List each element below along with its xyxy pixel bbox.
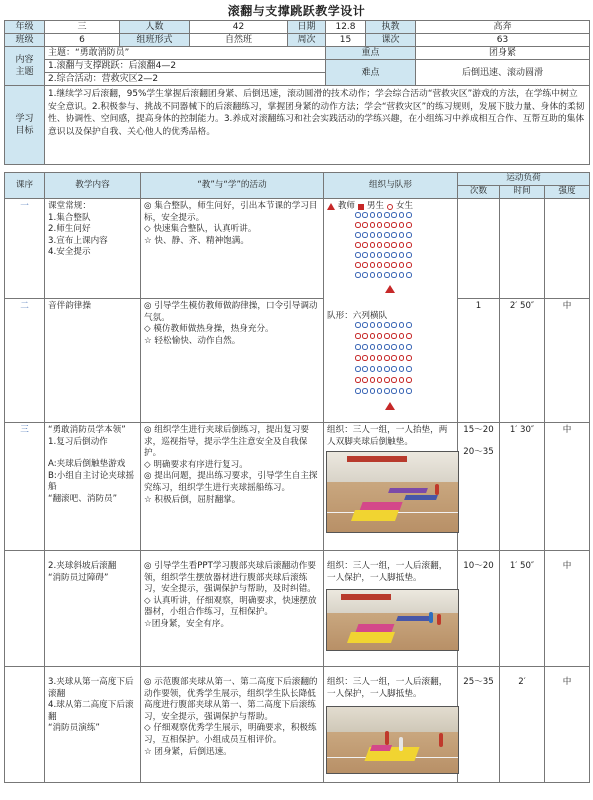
header-order: 课序 <box>5 173 45 199</box>
week-label: 周次 <box>288 34 326 47</box>
gym-photo-3 <box>326 706 459 774</box>
row-content: 3.夹球从第一高度下后滚翻 4.球从第二高度下后滚翻 “消防员演练” <box>45 667 141 783</box>
header-content: 教学内容 <box>45 173 141 199</box>
key-value: 团身紧 <box>416 47 590 60</box>
teacher-marker-icon <box>385 285 395 293</box>
class-label: 班级 <box>5 34 45 47</box>
organization-text: 组织：三人一组，一人抬垫，两人双脚夹球后倒触垫。 <box>327 425 448 447</box>
row-times: 15～20 20～35 <box>458 423 500 551</box>
header-intensity: 强度 <box>545 186 590 199</box>
row-activity: ◎ 组织学生进行夹球后倒练习，提出复习要求，巡视指导，提示学生注意安全及自我保护。 ◇ 明确要求有序进行复习。 ◎ 提出问题，提出练习要求，引导学生自主探究练习，组织学生进行夹球摇船练习。 ☆ 积极后倒，屈肘翻掌。 <box>141 423 324 551</box>
formation-legend: 教师 男生 女生 <box>327 201 454 213</box>
difficulty-label: 难点 <box>326 60 416 86</box>
row-activity: ◎ 集合整队，师生问好，引出本节课的学习目标，安全提示。 ◇ 快速集合整队，认真听讲。 ☆ 快、静、齐、精神饱满。 <box>141 199 324 299</box>
learning-goals: 1.继续学习后滚翻，95%学生掌握后滚翻团身紧、后倒迅速，滚动圆滑的技术动作；学会综合活动“营救灾区”游戏的方法，在学练中树立安全意识。2.积极参与、挑战不同器械下的后滚翻练习，掌握团身紧的动作方法；学会“营救灾区”的练习规则，发展下肢力量、身体的柔韧性、协调性、空间感，提高身体的控制能力。3.养成对滚翻练习和社会实践活动的学练兴趣，在小组练习中养成相互合作、互帮互助的集体意识以及保护自我、关心他人的优秀品格。 <box>45 86 590 165</box>
boy-square-icon <box>358 204 364 210</box>
week-value: 15 <box>326 34 366 47</box>
table-row <box>5 199 590 299</box>
row-content: 课堂常规： 1.集合整队 2.师生问好 3.宣布上课内容 4.安全提示 <box>45 199 141 299</box>
row-times: 25～35 <box>458 667 500 783</box>
row-order: 一 <box>5 199 45 299</box>
lesson-table <box>4 172 590 783</box>
girl-circle-icon <box>387 204 393 210</box>
format-value: 自然班 <box>190 34 288 47</box>
row-time: 1′ 50″ <box>500 551 545 667</box>
row-content: “勇敢消防员学本领” 1.复习后倒动作 A:夹球后倒触垫游戏 B:小组自主讨论夹球摇船 “翻滚吧、消防员” <box>45 423 141 551</box>
date-value: 12.8 <box>326 21 366 34</box>
teacher-triangle-icon <box>327 203 335 210</box>
table-row <box>5 667 590 783</box>
difficulty-value: 后倒迅速、滚动圆滑 <box>416 60 590 86</box>
class-value: 6 <box>45 34 120 47</box>
grade-value: 三 <box>45 21 120 34</box>
row-intensity: 中 <box>545 667 590 783</box>
format-label: 组班形式 <box>120 34 190 47</box>
gym-photo-2 <box>326 589 459 651</box>
theme-line-3: 2.综合活动：营救灾区2—2 <box>45 73 326 86</box>
count-label: 人数 <box>120 21 190 34</box>
row-content: 音伴韵律操 <box>45 299 141 423</box>
row-intensity <box>545 199 590 299</box>
formation-label: 队形：六列横队 <box>327 311 388 321</box>
theme-line-2: 1.滚翻与支撑跳跃：后滚翻4—2 <box>45 60 326 73</box>
organization-text: 组织：三人一组，一人后滚翻，一人保护，一人脚抵垫。 <box>327 677 448 699</box>
row-time: 2′ 50″ <box>500 299 545 423</box>
date-label: 日期 <box>288 21 326 34</box>
row-intensity: 中 <box>545 423 590 551</box>
table-row <box>5 551 590 667</box>
gym-photo-1 <box>326 451 459 533</box>
theme-label: 内容 主题 <box>5 47 45 86</box>
row-activity: ◎ 示范腹部夹球从第一、第二高度下后滚翻的动作要领，优秀学生展示，组织学生队长降低高度进行腹部夹球从第一、第二高度下后滚练习，安全提示，强调保护与帮助。 ◇ 仔细观察优秀学生展示，明确要求，积极练习，互相保护。小组成员互相评价。 ☆ 团身紧，后倒迅速。 <box>141 667 324 783</box>
header-activity: “教”与“学”的活动 <box>141 173 324 199</box>
header-load: 运动负荷 <box>458 173 590 186</box>
row-order: 三 <box>5 423 45 551</box>
row-order <box>5 667 45 783</box>
organization-text: 组织：三人一组，一人后滚翻，一人保护，一人脚抵垫。 <box>327 561 448 583</box>
row-order: 二 <box>5 299 45 423</box>
header-times: 次数 <box>458 186 500 199</box>
row-content: 2.夹球斜坡后滚翻 “消防员过障碍” <box>45 551 141 667</box>
teacher-marker-icon <box>385 402 395 410</box>
table-row <box>5 423 590 551</box>
lesson-value: 63 <box>416 34 590 47</box>
key-label: 重点 <box>326 47 416 60</box>
row-intensity: 中 <box>545 299 590 423</box>
row-time: 2′ <box>500 667 545 783</box>
grade-label: 年级 <box>5 21 45 34</box>
row-time <box>500 199 545 299</box>
teacher-value: 高奔 <box>416 21 590 34</box>
goal-label: 学习 目标 <box>5 86 45 165</box>
row-times: 1 <box>458 299 500 423</box>
row-order <box>5 551 45 667</box>
row-times: 10～20 <box>458 551 500 667</box>
lesson-label: 课次 <box>366 34 416 47</box>
theme-line-1: 主题：“勇敢消防员” <box>45 47 326 60</box>
header-organization: 组织与队形 <box>324 173 458 199</box>
page-title: 滚翻与支撑跳跃教学设计 <box>227 4 366 18</box>
row-activity: ◎ 引导学生模仿教师做韵律操，口令引导调动气氛。 ◇ 模仿教师做热身操，热身充分。 ☆ 轻松愉快、动作自然。 <box>141 299 324 423</box>
row-intensity: 中 <box>545 551 590 667</box>
count-value: 42 <box>190 21 288 34</box>
row-times <box>458 199 500 299</box>
table-row <box>5 299 590 423</box>
row-time: 1′ 30″ <box>500 423 545 551</box>
header-time: 时间 <box>500 186 545 199</box>
row-activity: ◎ 引导学生看PPT学习腹部夹球后滚翻动作要领，组织学生摆放器材进行腹部夹球后滚练习，安全提示，强调保护与帮助，及时纠错。 ◇ 认真听讲，仔细观察，明确要求，快速摆放器材，小组合作练习，互相保护。 ☆团身紧，安全有序。 <box>141 551 324 667</box>
teacher-label: 执教 <box>366 21 416 34</box>
info-table <box>4 20 590 165</box>
